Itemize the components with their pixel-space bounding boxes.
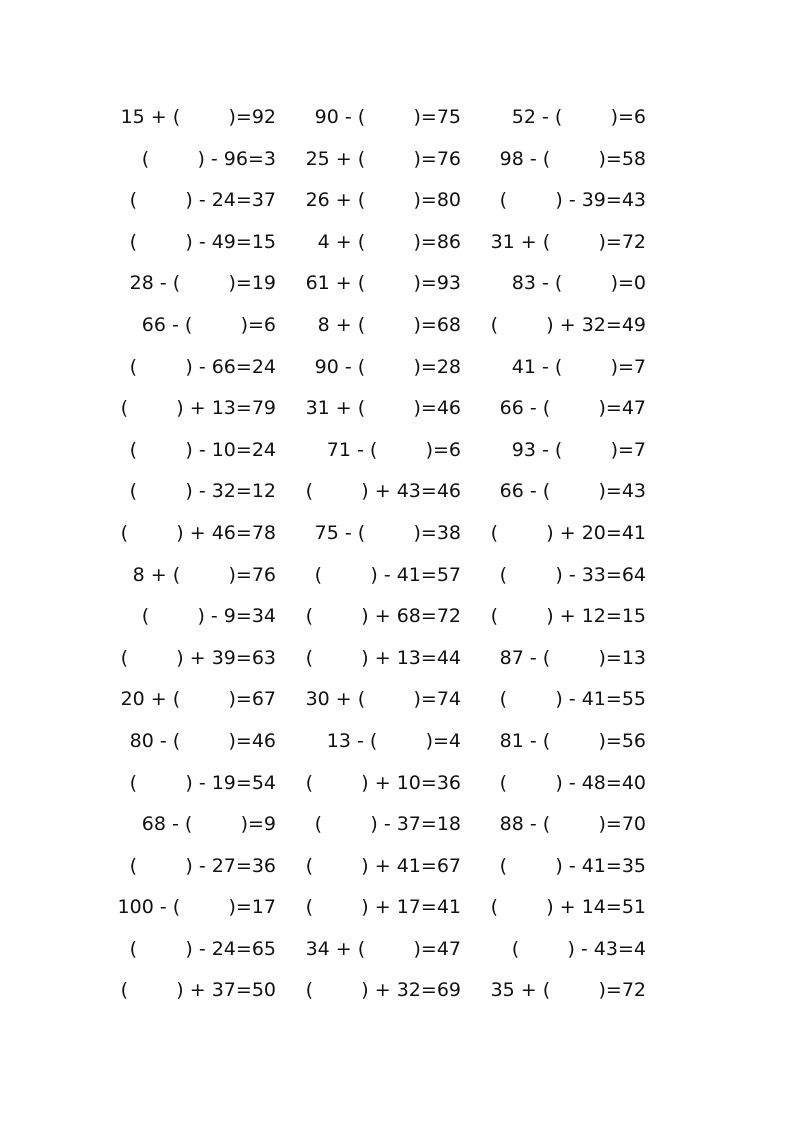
equation-problem: 81 - ( )=56 (499, 729, 646, 752)
problem-row (0, 139, 794, 181)
equation-problem: ( ) + 17=41 (305, 896, 461, 919)
problem-row (0, 929, 794, 971)
equation-problem: 100 - ( )=17 (117, 896, 276, 919)
problem-row (0, 763, 794, 805)
equation-problem: 66 - ( )=43 (499, 480, 646, 503)
problem-row (0, 721, 794, 763)
equation-problem: ( ) + 13=79 (120, 397, 276, 420)
equation-problem: 75 - ( )=38 (314, 521, 461, 544)
equation-problem: ( ) + 32=69 (305, 979, 461, 1002)
equation-problem: ( ) - 96=3 (141, 147, 276, 170)
equation-problem: 15 + ( )=92 (120, 106, 276, 128)
problem-row (0, 97, 794, 139)
problem-row (0, 513, 794, 555)
equation-problem: ( ) - 41=35 (499, 854, 646, 877)
equation-problem: ( ) + 20=41 (490, 521, 646, 544)
equation-problem: 34 + ( )=47 (305, 937, 461, 960)
equation-problem: ( ) - 33=64 (499, 563, 646, 586)
equation-problem: ( ) + 13=44 (305, 646, 461, 669)
equation-problem: ( ) + 37=50 (120, 979, 276, 1002)
equation-problem: 80 - ( )=46 (129, 729, 276, 752)
equation-problem: 26 + ( )=80 (305, 189, 461, 212)
problem-row (0, 305, 794, 347)
problem-row (0, 430, 794, 472)
equation-problem: 4 + ( )=86 (317, 230, 461, 253)
equation-problem: 30 + ( )=74 (305, 688, 461, 711)
equation-problem: ( ) - 37=18 (314, 813, 461, 836)
equation-problem: ( ) - 24=37 (129, 189, 276, 212)
equation-problem: ( ) - 41=57 (314, 563, 461, 586)
equation-problem: 90 - ( )=75 (314, 106, 461, 128)
equation-problem: ( ) - 10=24 (129, 438, 276, 461)
equation-problem: 98 - ( )=58 (499, 147, 646, 170)
equation-problem: ( ) + 10=36 (305, 771, 461, 794)
equation-problem: ( ) + 12=15 (490, 605, 646, 628)
equation-problem: ( ) + 46=78 (120, 521, 276, 544)
equation-problem: ( ) - 43=4 (511, 937, 646, 960)
equation-problem: ( ) + 32=49 (490, 313, 646, 336)
problem-row (0, 388, 794, 430)
problem-row (0, 804, 794, 846)
problem-row (0, 180, 794, 222)
equation-problem: 20 + ( )=67 (120, 688, 276, 711)
equation-problem: ( ) - 48=40 (499, 771, 646, 794)
equation-problem: 66 - ( )=6 (141, 313, 276, 336)
equation-problem: ( ) - 27=36 (129, 854, 276, 877)
equation-problem: ( ) + 43=46 (305, 480, 461, 503)
problem-grid (0, 97, 794, 1012)
equation-problem: ( ) - 49=15 (129, 230, 276, 253)
equation-problem: 71 - ( )=6 (326, 438, 461, 461)
problem-row (0, 263, 794, 305)
equation-problem: 61 + ( )=93 (305, 272, 461, 295)
equation-problem: ( ) + 39=63 (120, 646, 276, 669)
equation-problem: 83 - ( )=0 (511, 272, 646, 295)
problem-row (0, 846, 794, 888)
problem-row (0, 347, 794, 389)
problem-row (0, 638, 794, 680)
equation-problem: ( ) + 68=72 (305, 605, 461, 628)
equation-problem: 93 - ( )=7 (511, 438, 646, 461)
equation-problem: 52 - ( )=6 (511, 106, 646, 128)
equation-problem: 87 - ( )=13 (499, 646, 646, 669)
equation-problem: 28 - ( )=19 (129, 272, 276, 295)
problem-row (0, 222, 794, 264)
equation-problem: ( ) - 19=54 (129, 771, 276, 794)
equation-problem: ( ) - 32=12 (129, 480, 276, 503)
problem-row (0, 679, 794, 721)
equation-problem: 66 - ( )=47 (499, 397, 646, 420)
problem-row (0, 555, 794, 597)
equation-problem: ( ) - 9=34 (141, 605, 276, 628)
problem-row (0, 970, 794, 1012)
equation-problem: 68 - ( )=9 (141, 813, 276, 836)
equation-problem: 41 - ( )=7 (511, 355, 646, 378)
equation-problem: 90 - ( )=28 (314, 355, 461, 378)
equation-problem: ( ) + 41=67 (305, 854, 461, 877)
equation-problem: ( ) - 39=43 (499, 189, 646, 212)
equation-problem: 25 + ( )=76 (305, 147, 461, 170)
problem-row (0, 471, 794, 513)
equation-problem: 35 + ( )=72 (490, 979, 646, 1002)
equation-problem: 8 + ( )=76 (132, 563, 276, 586)
equation-problem: ( ) - 41=55 (499, 688, 646, 711)
equation-problem: 13 - ( )=4 (326, 729, 461, 752)
equation-problem: 31 + ( )=46 (305, 397, 461, 420)
equation-problem: ( ) - 66=24 (129, 355, 276, 378)
equation-problem: ( ) - 24=65 (129, 937, 276, 960)
equation-problem: ( ) + 14=51 (490, 896, 646, 919)
problem-row (0, 887, 794, 929)
equation-problem: 8 + ( )=68 (317, 313, 461, 336)
equation-problem: 31 + ( )=72 (490, 230, 646, 253)
problem-row (0, 596, 794, 638)
equation-problem: 88 - ( )=70 (499, 813, 646, 836)
